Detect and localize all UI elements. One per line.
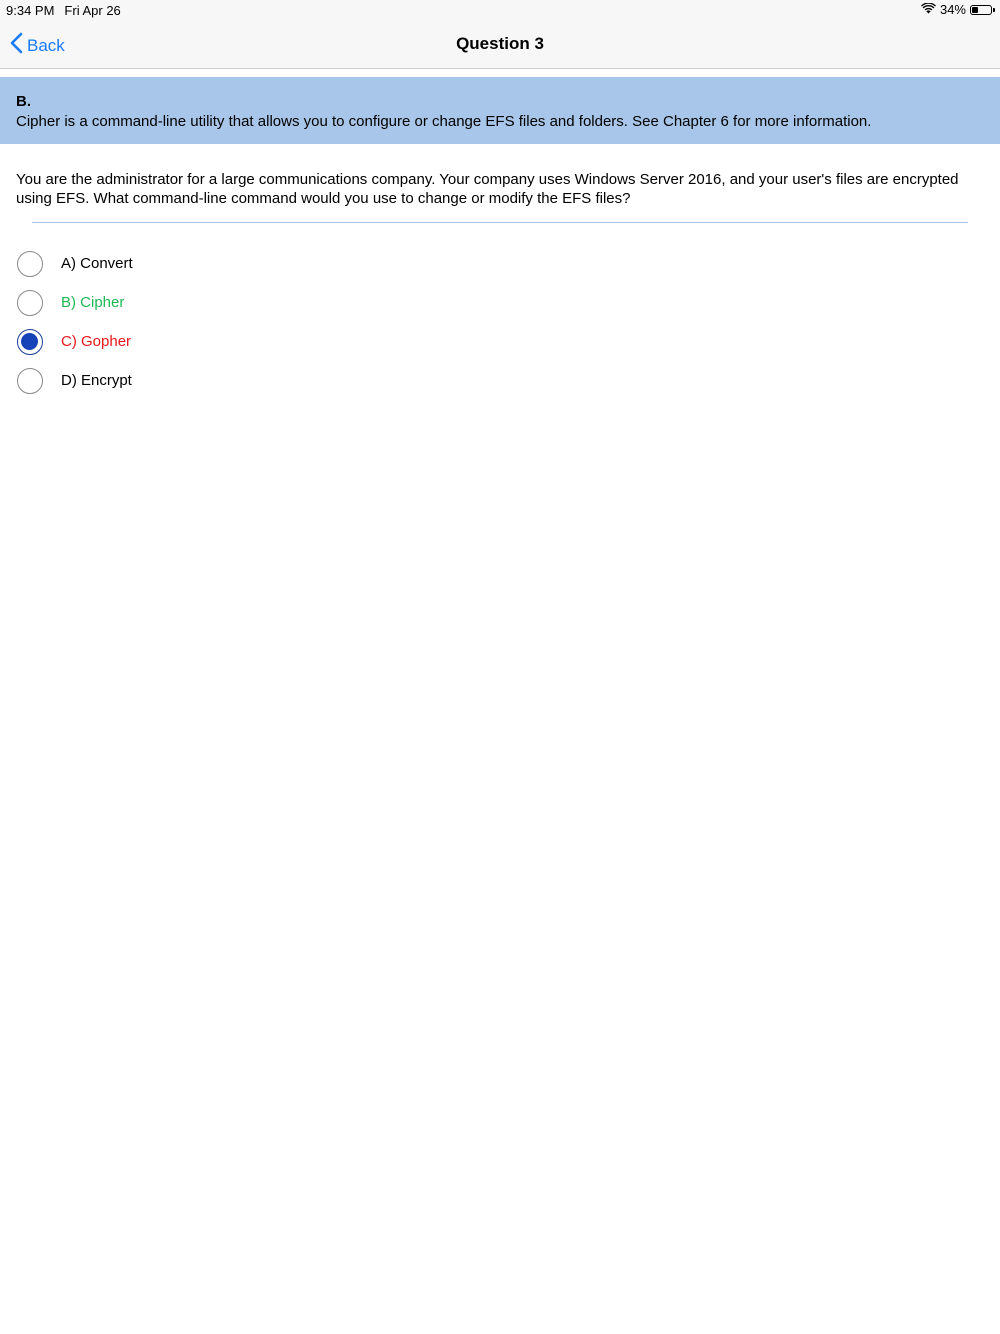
battery-nub [993,8,995,12]
status-bar [0,0,1000,20]
option-label: B) Cipher [61,294,125,311]
nav-bar [0,20,1000,69]
back-label: Back [27,35,65,55]
wifi-icon [921,2,936,17]
explanation-text: Cipher is a command-line utility that allows you to configure or change EFS files and folders. See Chapter 6 for more information. [16,113,872,130]
divider [32,222,968,223]
option-label: A) Convert [61,255,133,272]
battery-fill [972,7,978,13]
radio-button[interactable] [17,368,43,394]
question-text: You are the administrator for a large communications company. Your company uses Windows Server 2016, and your user's files are encrypted using EFS. What command-line command would you use to change or modify the EFS files? [16,171,959,207]
option-c[interactable] [17,322,133,361]
status-date: Fri Apr 26 [64,3,121,18]
answer-options [17,244,133,400]
option-a[interactable] [17,244,133,283]
radio-button[interactable] [17,290,43,316]
radio-button[interactable] [17,329,43,355]
explanation-banner [0,77,1000,144]
radio-button[interactable] [17,251,43,277]
option-label: D) Encrypt [61,372,132,389]
page-title: Question 3 [456,34,544,53]
battery-percent: 34% [939,2,966,17]
status-time-date [6,3,121,18]
status-indicators [921,2,992,17]
option-d[interactable] [17,361,133,400]
battery-icon [970,5,992,15]
option-b[interactable] [17,283,133,322]
option-label: C) Gopher [61,333,132,350]
status-time: 9:34 PM [6,3,55,18]
explanation-answer: B. [16,93,31,110]
